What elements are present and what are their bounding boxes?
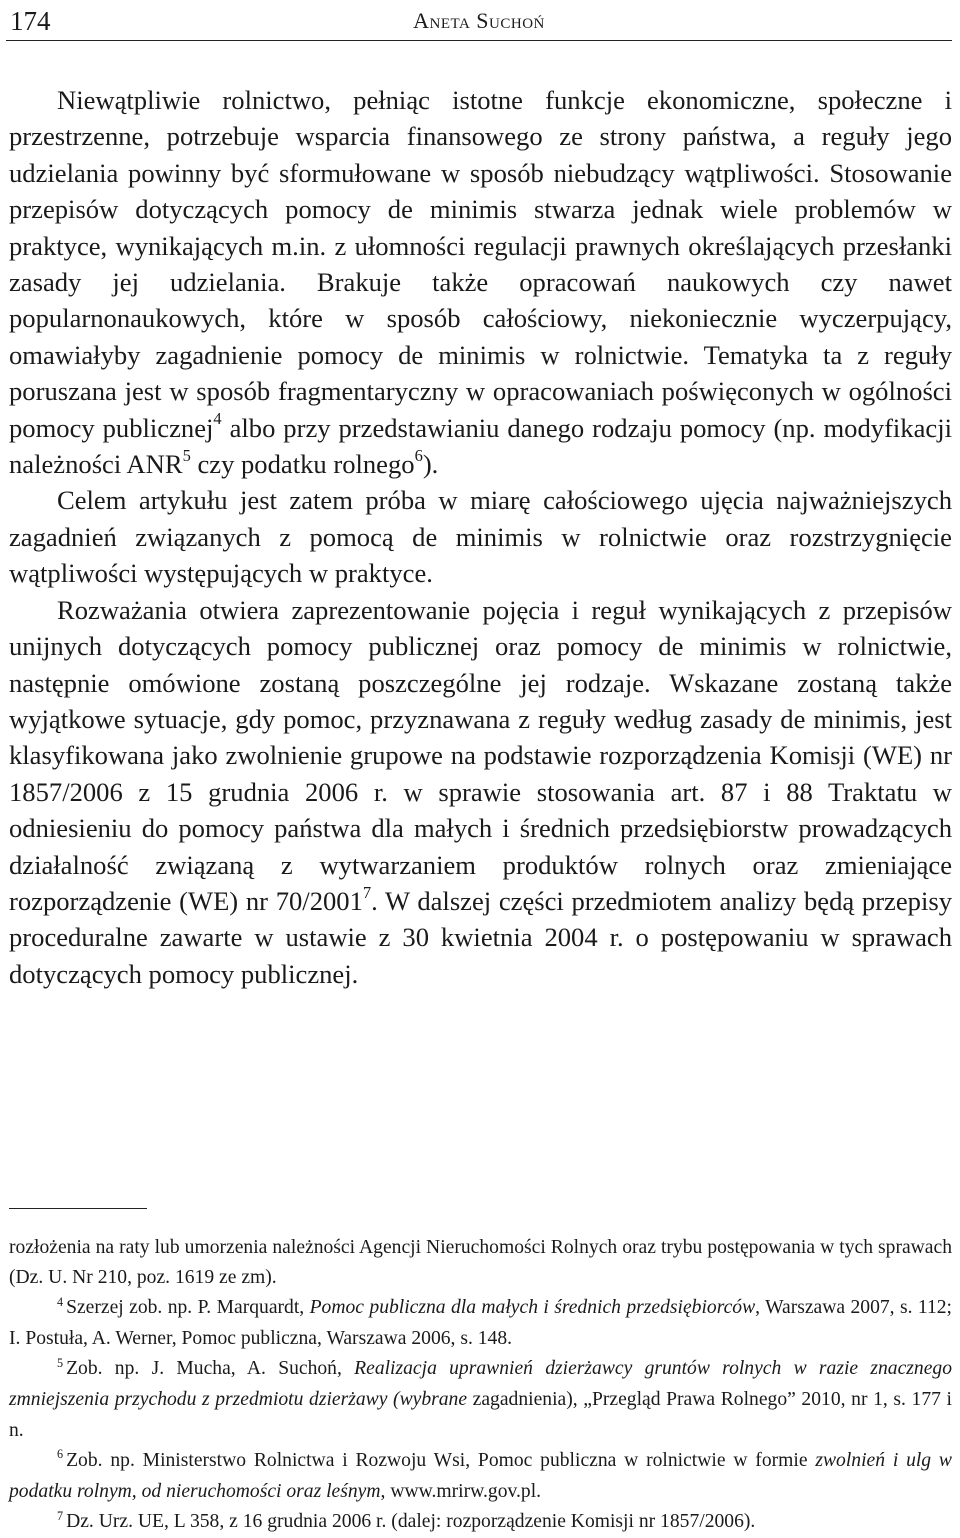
footnote-text: Dz. Urz. UE, L 358, z 16 grudnia 2006 r. (dalej: rozporządzenie Komisji nr 1857/2006). xyxy=(66,1510,756,1532)
footnote-ref-5[interactable]: 5 xyxy=(182,445,191,465)
paragraph-text: albo przy przedstawianiu danego rodzaju pomocy (np. modyfikacji należności ANR xyxy=(9,412,952,480)
footnote-text: Zob. np. Ministerstwo Rolnictwa i Rozwoju Wsi, Pomoc publiczna w rolnictwie w formie xyxy=(66,1449,816,1471)
footnote-text: , www.mrirw.gov.pl. xyxy=(380,1480,542,1502)
footnote-5 xyxy=(9,1354,952,1445)
footnote-ref-6[interactable]: 6 xyxy=(414,445,423,465)
page-number: 174 xyxy=(10,6,51,36)
paragraph-text: ). xyxy=(422,449,439,480)
footnote-number: 5 xyxy=(57,1356,64,1371)
footnote-number: 7 xyxy=(57,1508,64,1523)
footnote-title: zwolnień i ulg w podatku rolnym, od nieruchomości oraz leśnym xyxy=(9,1449,952,1502)
paragraph-text: Niewątpliwie rolnictwo, pełniąc istotne funkcje ekonomiczne, społeczne i przestrzenne, potrzebuje wsparcia finansowego ze strony państwa, a reguły jego udzielania powinny być sformułowane w sposób niebudzący wątpliwości. Stosowanie przepisów dotyczących pomocy de minimis stwarza jednak wiele problemów w praktyce, wynikających m.in. z ułomności regulacji prawnych określających przesłanki zasady jej udzielania. Brakuje także opracowań naukowych czy nawet popularnonaukowych, które w sposób całościowy, niekoniecznie wyczerpujący, omawiałyby zagadnienie pomocy de minimis w rolnictwie. Tematyka ta z reguły poruszana jest w sposób fragmentaryczny w opracowaniach poświęconych w ogólności pomocy publicznej xyxy=(9,85,952,443)
footnote-text: zagadnienia), „Przegląd Prawa Rolnego” 2010, nr 1, s. 177 i n. xyxy=(9,1389,952,1441)
paragraph-text: Rozważania otwiera zaprezentowanie pojęcia i reguł wynikających z przepisów unijnych dotyczących pomocy publicznej oraz pomocy de minimis w rolnictwie, następnie omówione zostaną poszczególne jej rodzaje. Wskazane zostaną także wyjątkowe sytuacje, gdy pomoc, przyznawana z reguły według zasady de minimis, jest klasyfikowana jako zwolnienie grupowe na podstawie rozporządzenia Komisji (WE) nr 1857/2006 z 15 grudnia 2006 r. w sprawie stosowania art. 87 i 88 Traktatu w odniesieniu do pomocy państwa dla małych i średnich przedsiębiorstw prowadzących działalność związaną z wytwarzaniem produktów rolnych oraz zmieniające rozporządzenie (WE) nr 70/2001 xyxy=(9,594,952,916)
footnotes xyxy=(9,1233,952,1538)
footnote-ref-7[interactable]: 7 xyxy=(362,882,372,902)
paragraph-intro xyxy=(9,82,952,482)
footnote-6 xyxy=(9,1446,952,1507)
footnote-ref-4[interactable]: 4 xyxy=(213,409,222,429)
footnote-text: Zob. np. J. Mucha, A. Suchoń, xyxy=(66,1358,355,1380)
footnote-number: 4 xyxy=(57,1294,64,1309)
paragraph-text: . W dalszej części przedmiotem analizy będą przepisy proceduralne zawarte w ustawie z 30 kwietnia 2004 r. o postępowaniu w sprawach dotyczących pomocy publicznej. xyxy=(9,885,952,989)
footnote-text: Szerzej zob. np. P. Marquardt, xyxy=(66,1297,310,1319)
paragraph-text: czy podatku rolnego xyxy=(190,449,415,480)
running-head-author: Aneta Suchoń xyxy=(413,8,545,33)
footnote-title: Realizacja uprawnień dzierżawcy gruntów rolnych w razie znacznego zmniejszenia przychodu z przedmiotu dzierżawy (wybrane xyxy=(9,1358,952,1411)
footnote-continuation: rozłożenia na raty lub umorzenia należności Agencji Nieruchomości Rolnych oraz trybu postępowania w tych sprawach (Dz. U. Nr 210, poz. 1619 ze zm). xyxy=(9,1237,952,1289)
footnote-7 xyxy=(9,1507,952,1538)
footnote-number: 6 xyxy=(57,1447,64,1462)
footnote-4 xyxy=(9,1293,952,1354)
paragraph-aim: Celem artykułu jest zatem próba w miarę całościowego ujęcia najważniejszych zagadnień związanych z pomocą de minimis w rolnictwie oraz rozstrzygnięcie wątpliwości występujących w praktyce. xyxy=(9,485,952,589)
footnote-title: Pomoc publiczna dla małych i średnich przedsiębiorców xyxy=(309,1297,756,1319)
footnote-separator xyxy=(9,1208,147,1209)
running-head xyxy=(6,2,952,41)
paragraph-outline xyxy=(9,592,952,992)
footnote-text: , Warszawa 2007, s. 112; I. Postuła, A. Werner, Pomoc publiczna, Warszawa 2006, s. 148. xyxy=(9,1297,952,1350)
body-text xyxy=(9,82,952,992)
